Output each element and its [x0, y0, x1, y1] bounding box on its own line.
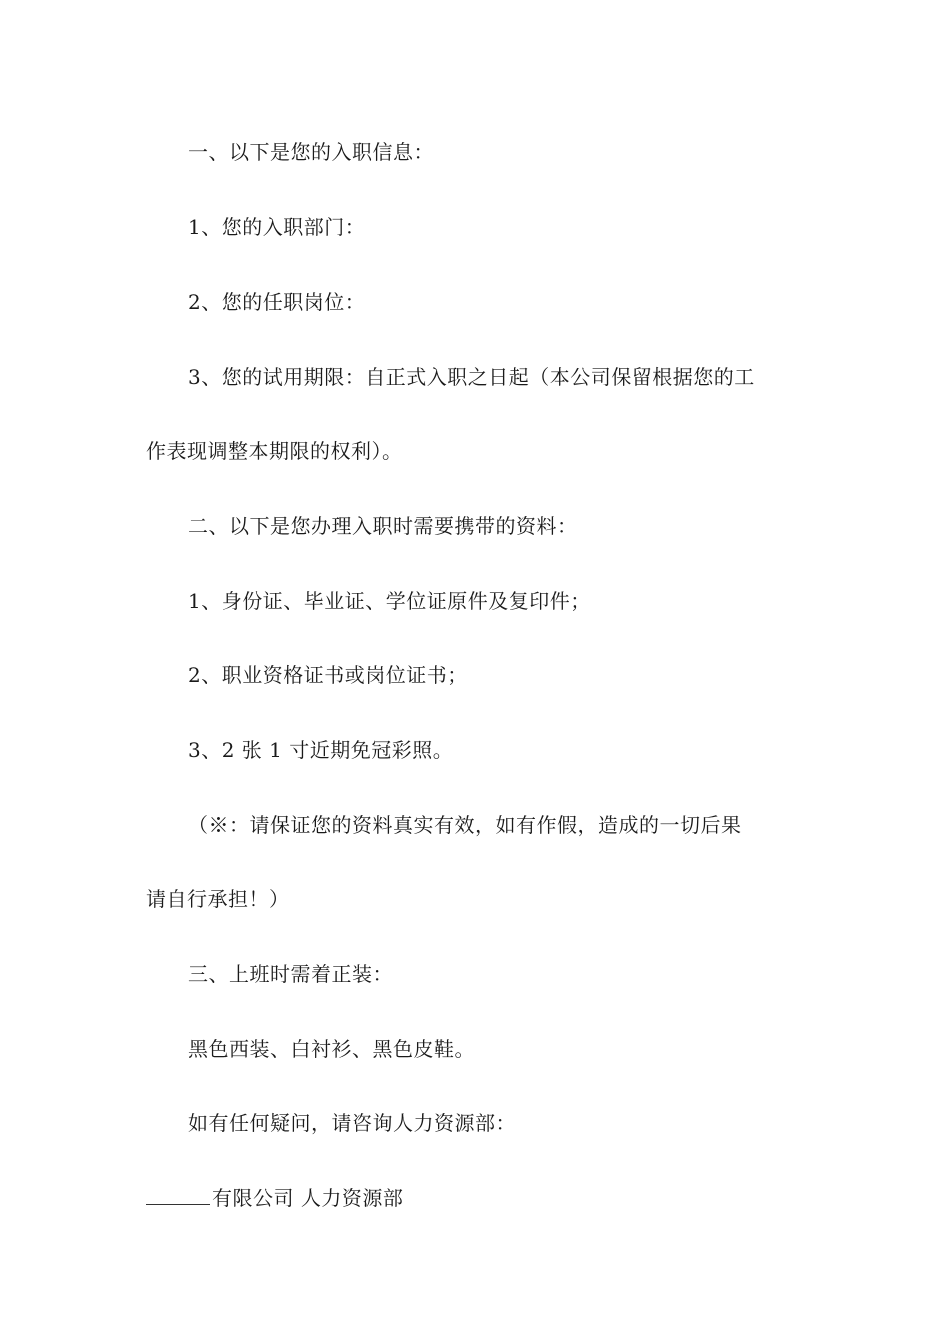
- documents-item-photos: 3、2 张 1 寸近期免冠彩照。: [188, 738, 454, 762]
- authenticity-note: （※：请保证您的资料真实有效，如有作假，造成的一切后果: [188, 813, 742, 837]
- dress-code-text: 黑色西装、白衬衫、黑色皮鞋。: [188, 1037, 475, 1061]
- documents-item-id: 1、身份证、毕业证、学位证原件及复印件；: [188, 589, 591, 613]
- signature-text: 有限公司 人力资源部: [212, 1186, 404, 1210]
- documents-item-certificate: 2、职业资格证书或岗位证书；: [188, 663, 468, 687]
- probation-period-continuation: 作表现调整本期限的权利）。: [146, 439, 403, 463]
- company-name-blank: [146, 1184, 210, 1205]
- authenticity-note-continuation: 请自行承担！）: [146, 887, 290, 911]
- job-position-item: 2、您的任职岗位：: [188, 290, 366, 314]
- probation-period-item: 3、您的试用期限：自正式入职之日起（本公司保留根据您的工: [188, 365, 755, 389]
- signature-line: [146, 1184, 403, 1212]
- entry-department-item: 1、您的入职部门：: [188, 215, 366, 239]
- section-2-heading: 二、以下是您办理入职时需要携带的资料：: [188, 514, 578, 538]
- section-3-heading: 三、上班时需着正装：: [188, 962, 393, 986]
- section-1-heading: 一、以下是您的入职信息：: [188, 140, 434, 164]
- contact-hr-text: 如有任何疑问，请咨询人力资源部：: [188, 1111, 516, 1135]
